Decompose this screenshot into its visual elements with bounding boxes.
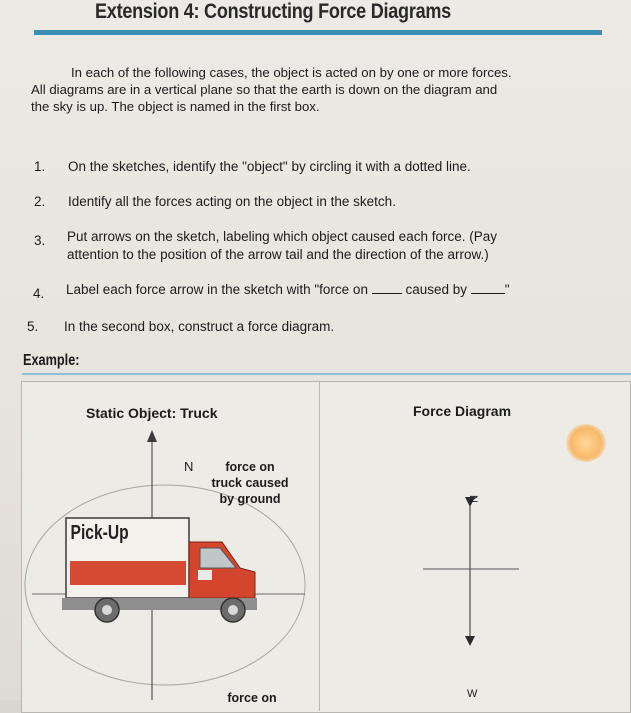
step-text: On the sketches, identify the "object" by circling it with a dotted line.: [68, 159, 471, 174]
normal-desc-line-2: truck caused: [211, 476, 289, 490]
intro-line-2: All diagrams are in a vertical plane so that the earth is down on the diagram and: [31, 82, 498, 97]
step-number: 5.: [27, 319, 39, 334]
normal-desc-line-1: force on: [225, 460, 275, 474]
normal-label: N: [184, 459, 194, 474]
truck-sign: Pick-Up: [70, 522, 129, 544]
step-text-line-1: Put arrows on the sketch, labeling which object caused each force. (Pay: [67, 229, 497, 244]
normal-desc-line-3: by ground: [219, 492, 281, 506]
step-number: 1.: [34, 159, 46, 174]
diagram-n-label: N: [467, 495, 479, 503]
sketch-title: Static Object: Truck: [86, 405, 218, 421]
weight-description-cut: force on: [227, 691, 277, 705]
intro-line-3: the sky is up. The object is named in the first box.: [31, 99, 320, 114]
step-text-part-1: Label each force arrow in the sketch with "force on: [66, 282, 368, 297]
step-number: 3.: [34, 233, 46, 248]
step-text: In the second box, construct a force diagram.: [64, 319, 335, 334]
page-title: Extension 4: Constructing Force Diagrams: [95, 0, 451, 23]
intro-line-1: In each of the following cases, the object is acted on by one or more forces.: [71, 65, 512, 80]
step-text-part-3: ": [504, 282, 510, 297]
normal-force-arrowhead: [147, 430, 157, 442]
normal-description: [200, 459, 300, 507]
step-text: Identify all the forces acting on the object in the sketch.: [68, 194, 396, 209]
door-handle: [198, 570, 212, 580]
cargo-stripe: [70, 561, 186, 585]
step-number: 4.: [33, 286, 45, 301]
force-diagram-title: Force Diagram: [413, 403, 512, 419]
example-heading: Example:: [23, 352, 80, 369]
step-number: 2.: [34, 194, 46, 209]
step-text-part-2: caused by: [405, 282, 468, 297]
diagram-w-label: W: [467, 688, 478, 700]
step-text-line-2: attention to the position of the arrow tail and the direction of the arrow.): [67, 247, 489, 262]
weight-arrow-head: [465, 636, 475, 646]
